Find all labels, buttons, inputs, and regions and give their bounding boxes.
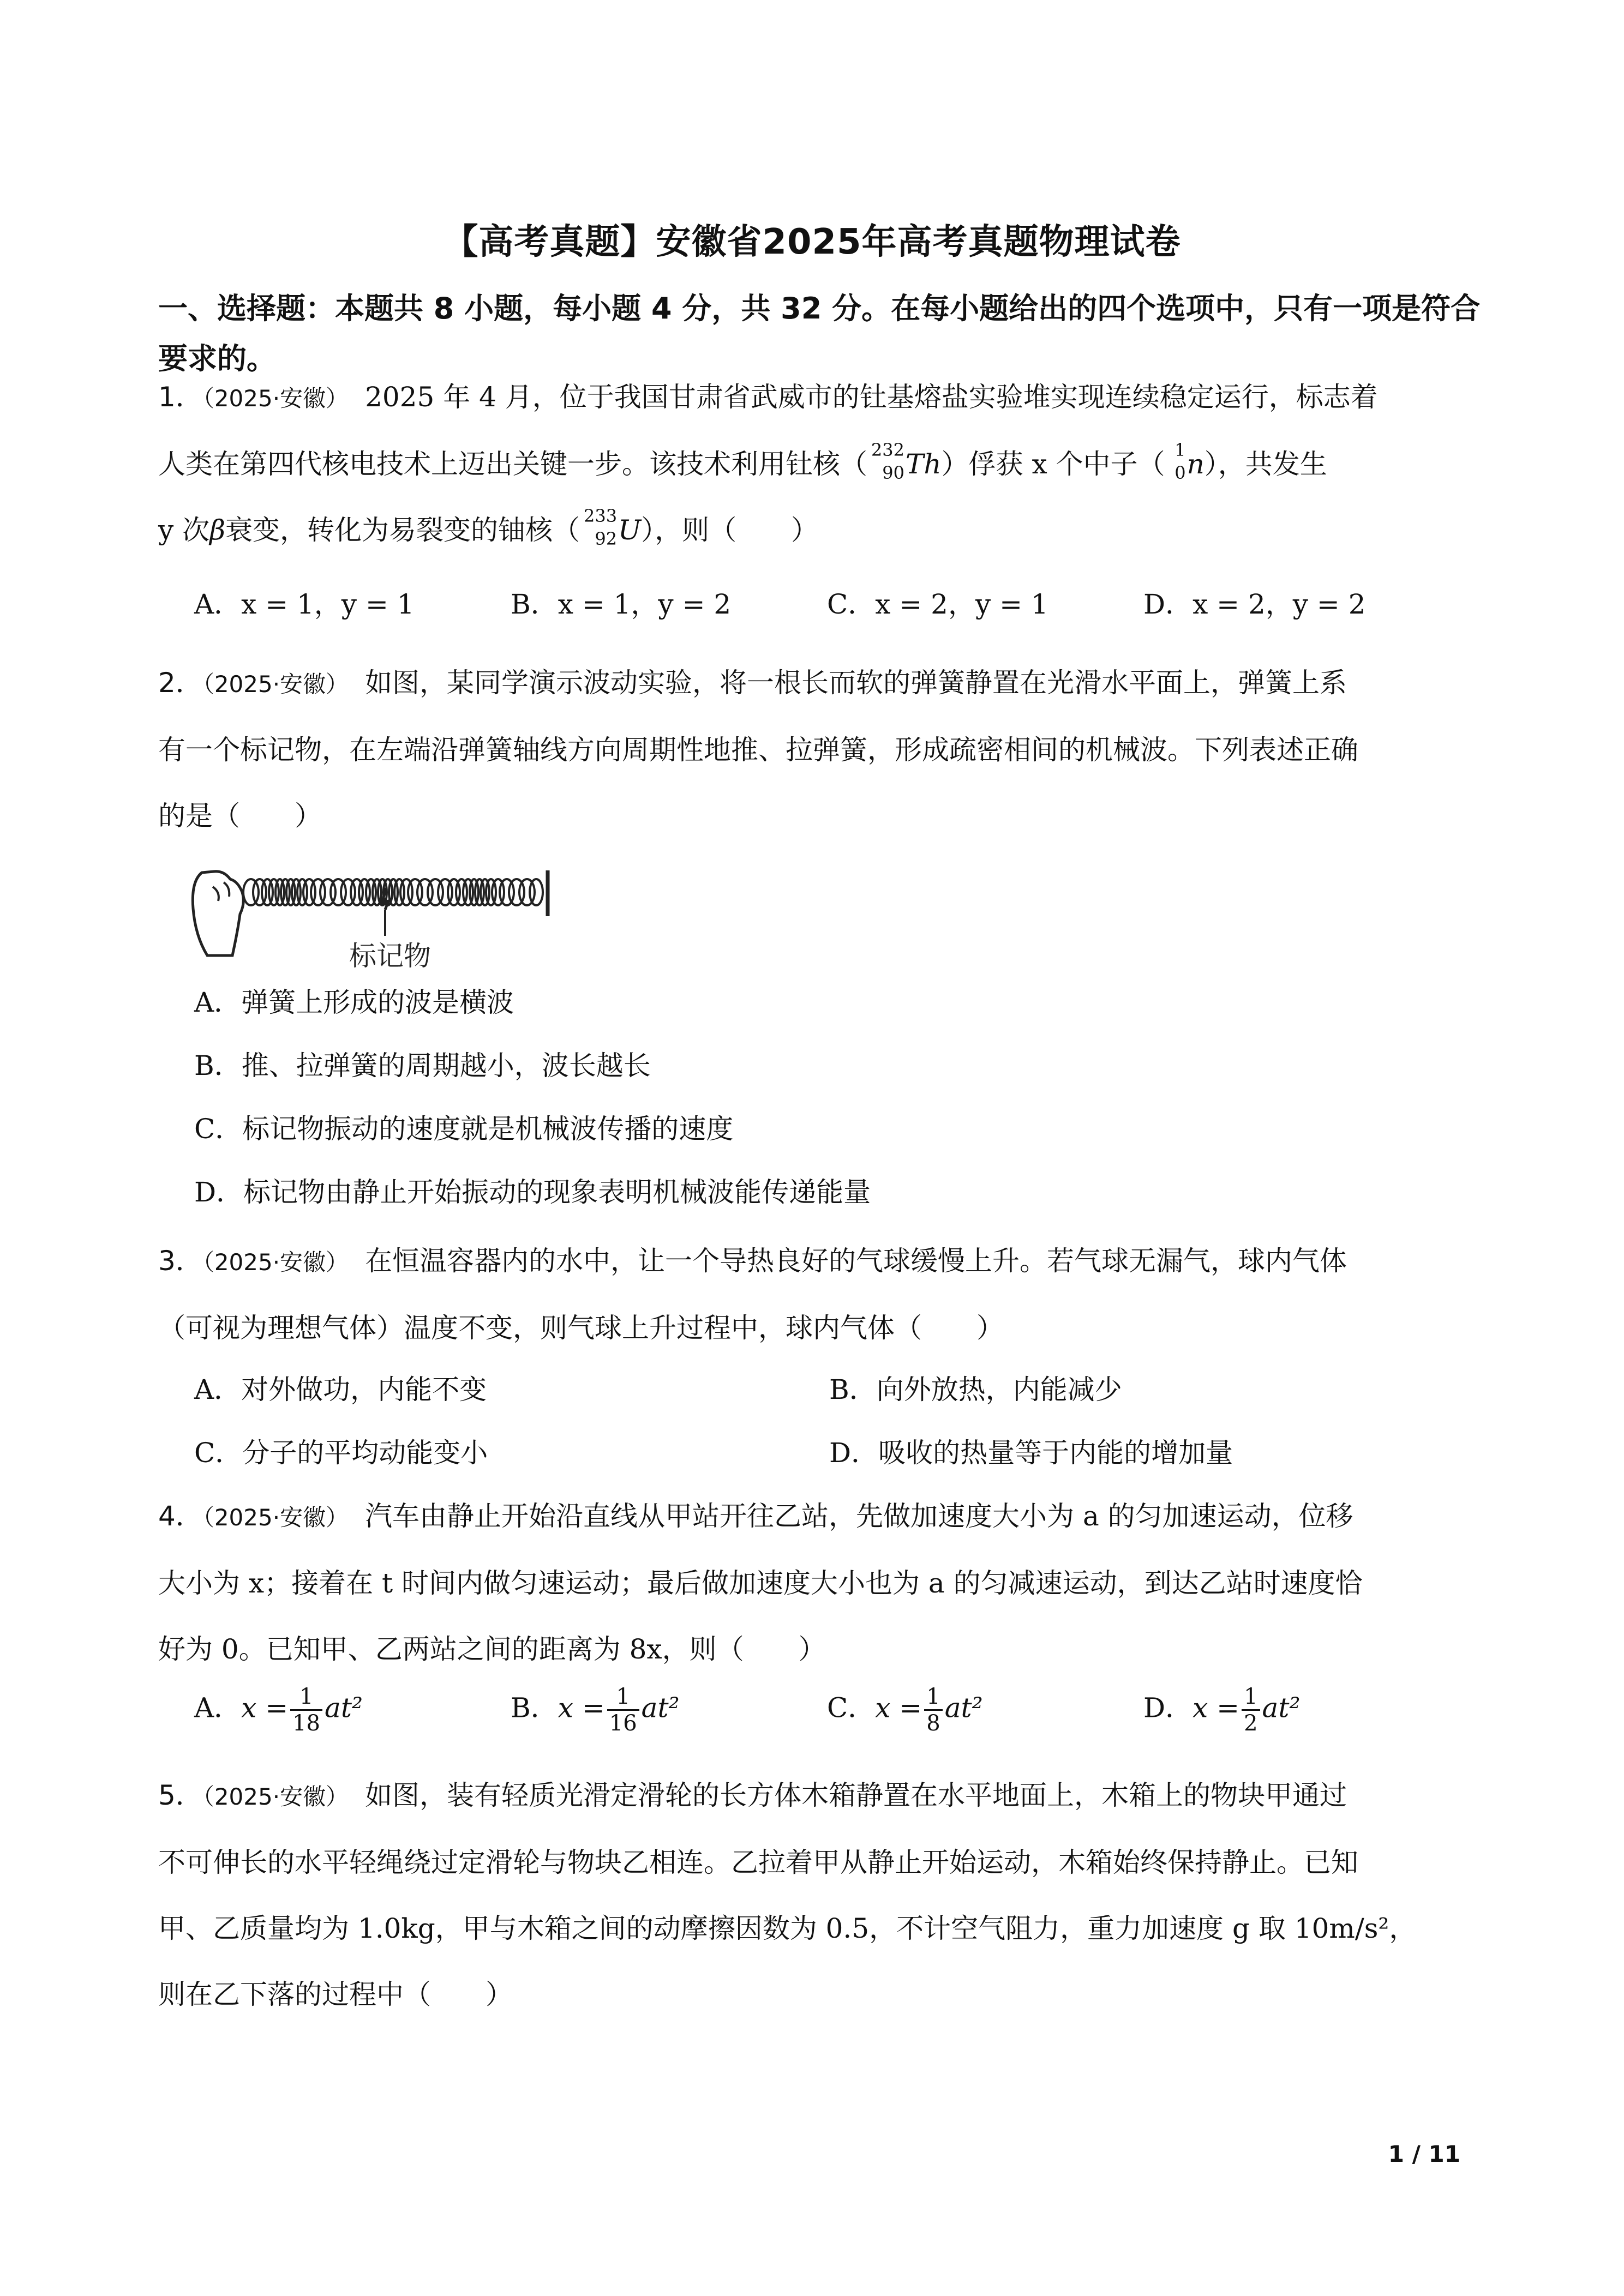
q4-text-1: 汽车由静止开始沿直线从甲站开往乙站，先做加速度大小为 a 的匀加速运动，位移 — [365, 1500, 1353, 1532]
q4-d-den: 2 — [1244, 1711, 1258, 1736]
u-atomic-number: 92 — [595, 528, 618, 549]
q4-c-den: 8 — [926, 1711, 940, 1736]
q4-option-c[interactable] — [827, 1684, 983, 1736]
th-mass-number: 232 — [871, 440, 904, 460]
q5-line-1 — [158, 1763, 1489, 1830]
q4-a-den: 18 — [292, 1711, 321, 1736]
hand-fingers — [213, 882, 229, 901]
q4-line-1 — [158, 1483, 1489, 1550]
q4-d-rhs: at² — [1262, 1692, 1301, 1724]
q2-line-1 — [158, 650, 1489, 717]
q5-source: （2025·安徽） — [202, 1783, 349, 1810]
q2-line-3: 的是（ ） — [158, 800, 322, 832]
q1-text-2a: 人类在第四代核电技术上迈出关键一步。该技术利用钍核（ — [158, 448, 867, 480]
q4-c-label: C． — [827, 1692, 876, 1724]
q2-option-d[interactable]: D．标记物由静止开始振动的现象表明机械波能传递能量 — [194, 1176, 871, 1208]
u-symbol: U — [618, 514, 642, 546]
q2-source: （2025·安徽） — [202, 671, 349, 698]
q4-line-3: 好为 0。已知甲、乙两站之间的距离为 8x，则（ ） — [158, 1633, 826, 1665]
q4-option-a[interactable] — [194, 1684, 363, 1736]
q1-line-2 — [158, 431, 1489, 497]
q4-b-label: B． — [511, 1692, 558, 1724]
q4-source: （2025·安徽） — [202, 1504, 349, 1531]
q4-c-num: 1 — [924, 1684, 942, 1711]
q5-text-1: 如图，装有轻质光滑定滑轮的长方体木箱静置在水平地面上，木箱上的物块甲通过 — [365, 1780, 1347, 1811]
spring-diagram — [185, 849, 578, 971]
q4-d-num: 1 — [1242, 1684, 1260, 1711]
question-2 — [158, 650, 1489, 849]
q4-a-fraction — [290, 1684, 322, 1736]
q4-a-lhs: x = — [241, 1692, 289, 1724]
q1-option-c[interactable]: C．x = 2，y = 1 — [827, 588, 1048, 620]
question-3 — [158, 1228, 1489, 1361]
q3-source: （2025·安徽） — [202, 1249, 349, 1276]
question-1 — [158, 364, 1489, 563]
beta-symbol: β — [209, 514, 226, 546]
q1-text-2b: ）俘获 x 个中子（ — [941, 448, 1165, 480]
q4-b-rhs: at² — [641, 1692, 680, 1724]
q1-option-b[interactable]: B．x = 1，y = 2 — [511, 588, 732, 620]
q2-text-1: 如图，某同学演示波动实验，将一根长而软的弹簧静置在光滑水平面上，弹簧上系 — [365, 667, 1347, 699]
q1-option-a[interactable]: A．x = 1，y = 1 — [194, 588, 415, 620]
th-atomic-number: 90 — [882, 462, 904, 483]
q2-line-2: 有一个标记物，在左端沿弹簧轴线方向周期性地推、拉弹簧，形成疏密相间的机械波。下列表述正确 — [158, 734, 1358, 766]
q5-number: 5． — [158, 1780, 203, 1811]
q3-number: 3． — [158, 1245, 203, 1277]
q4-option-d[interactable] — [1143, 1684, 1301, 1736]
q4-b-fraction — [607, 1684, 639, 1736]
section-heading: 一、选择题：本题共 8 小题，每小题 4 分，共 32 分。在每小题给出的四个选项中，只有一项是符合要求的。 — [158, 291, 1481, 376]
q1-text-3c: ），则（ ） — [641, 514, 819, 546]
q4-a-num: 1 — [290, 1684, 322, 1711]
q2-option-b[interactable]: B．推、拉弹簧的周期越小，波长越长 — [194, 1050, 651, 1081]
q5-line-4: 则在乙下落的过程中（ ） — [158, 1979, 513, 2010]
q4-a-label: A． — [194, 1692, 242, 1724]
q3-option-c[interactable]: C．分子的平均动能变小 — [194, 1437, 488, 1469]
q1-options — [194, 582, 1493, 648]
q4-b-num: 1 — [607, 1684, 639, 1711]
marker-label: 标记物 — [349, 940, 431, 971]
q1-line-3 — [158, 497, 1489, 563]
q3-text-1: 在恒温容器内的水中，让一个导热良好的气球缓慢上升。若气球无漏气，球内气体 — [365, 1245, 1347, 1277]
q4-c-lhs: x = — [875, 1692, 922, 1724]
u-mass-number: 233 — [583, 506, 618, 526]
page-number: 1 / 11 — [1388, 2141, 1460, 2167]
q1-text-1: 2025 年 4 月，位于我国甘肃省武威市的钍基熔盐实验堆实现连续稳定运行，标志着 — [365, 381, 1378, 413]
q4-c-rhs: at² — [944, 1692, 983, 1724]
neutron-nuclide — [1165, 440, 1187, 483]
q4-b-lhs: x = — [558, 1692, 605, 1724]
page-title: 【高考真题】安徽省2025年高考真题物理试卷 — [443, 222, 1181, 262]
q3-option-b[interactable]: B．向外放热，内能减少 — [829, 1374, 1122, 1405]
q1-text-2c: ），共发生 — [1204, 448, 1327, 480]
q4-line-2: 大小为 x；接着在 t 时间内做匀速运动；最后做加速度大小也为 a 的匀减速运动，到达乙站时速度恰 — [158, 1567, 1363, 1599]
spring-wave-figure — [185, 849, 578, 971]
q4-d-lhs: x = — [1192, 1692, 1240, 1724]
n-mass-number: 1 — [1174, 440, 1186, 460]
q1-option-d[interactable]: D．x = 2，y = 2 — [1143, 588, 1366, 620]
n-symbol: n — [1186, 448, 1204, 480]
q4-number: 4． — [158, 1500, 203, 1532]
q2-number: 2． — [158, 667, 203, 699]
q1-text-3a: y 次 — [158, 514, 210, 546]
q1-number: 1． — [158, 381, 203, 413]
q3-line-2: （可视为理想气体）温度不变，则气球上升过程中，球内气体（ ） — [158, 1312, 1004, 1344]
q3-option-d[interactable]: D．吸收的热量等于内能的增加量 — [829, 1437, 1233, 1469]
q5-line-3: 甲、乙质量均为 1.0kg，甲与木箱之间的动摩擦因数为 0.5，不计空气阻力，重力加速度 g 取 10m/s²， — [158, 1913, 1417, 1944]
q1-source: （2025·安徽） — [202, 385, 349, 412]
q1-line-1 — [158, 364, 1489, 431]
q4-a-rhs: at² — [325, 1692, 363, 1724]
q4-c-fraction — [924, 1684, 942, 1736]
q2-option-a[interactable]: A．弹簧上形成的波是横波 — [194, 987, 514, 1018]
q4-option-b[interactable] — [511, 1684, 680, 1736]
question-5 — [158, 1763, 1489, 2028]
q2-option-c[interactable]: C．标记物振动的速度就是机械波传播的速度 — [194, 1113, 734, 1145]
spring-coils — [243, 879, 543, 905]
hand-shape — [193, 871, 243, 955]
uranium-nuclide — [580, 506, 618, 549]
q5-line-2: 不可伸长的水平轻绳绕过定滑轮与物块乙相连。乙拉着甲从静止开始运动，木箱始终保持静止。已知 — [158, 1847, 1358, 1878]
q4-d-label: D． — [1143, 1692, 1193, 1724]
question-4 — [158, 1483, 1489, 1682]
q4-b-den: 16 — [609, 1711, 637, 1736]
q3-line-1 — [158, 1228, 1489, 1295]
thorium-nuclide — [867, 440, 906, 483]
n-atomic-number: 0 — [1174, 462, 1186, 483]
q3-option-a[interactable]: A．对外做功，内能不变 — [194, 1374, 487, 1405]
th-symbol: Th — [906, 448, 942, 480]
q1-text-3b: 衰变，转化为易裂变的铀核（ — [225, 514, 580, 546]
q4-d-fraction — [1242, 1684, 1260, 1736]
q4-options — [194, 1684, 1493, 1755]
